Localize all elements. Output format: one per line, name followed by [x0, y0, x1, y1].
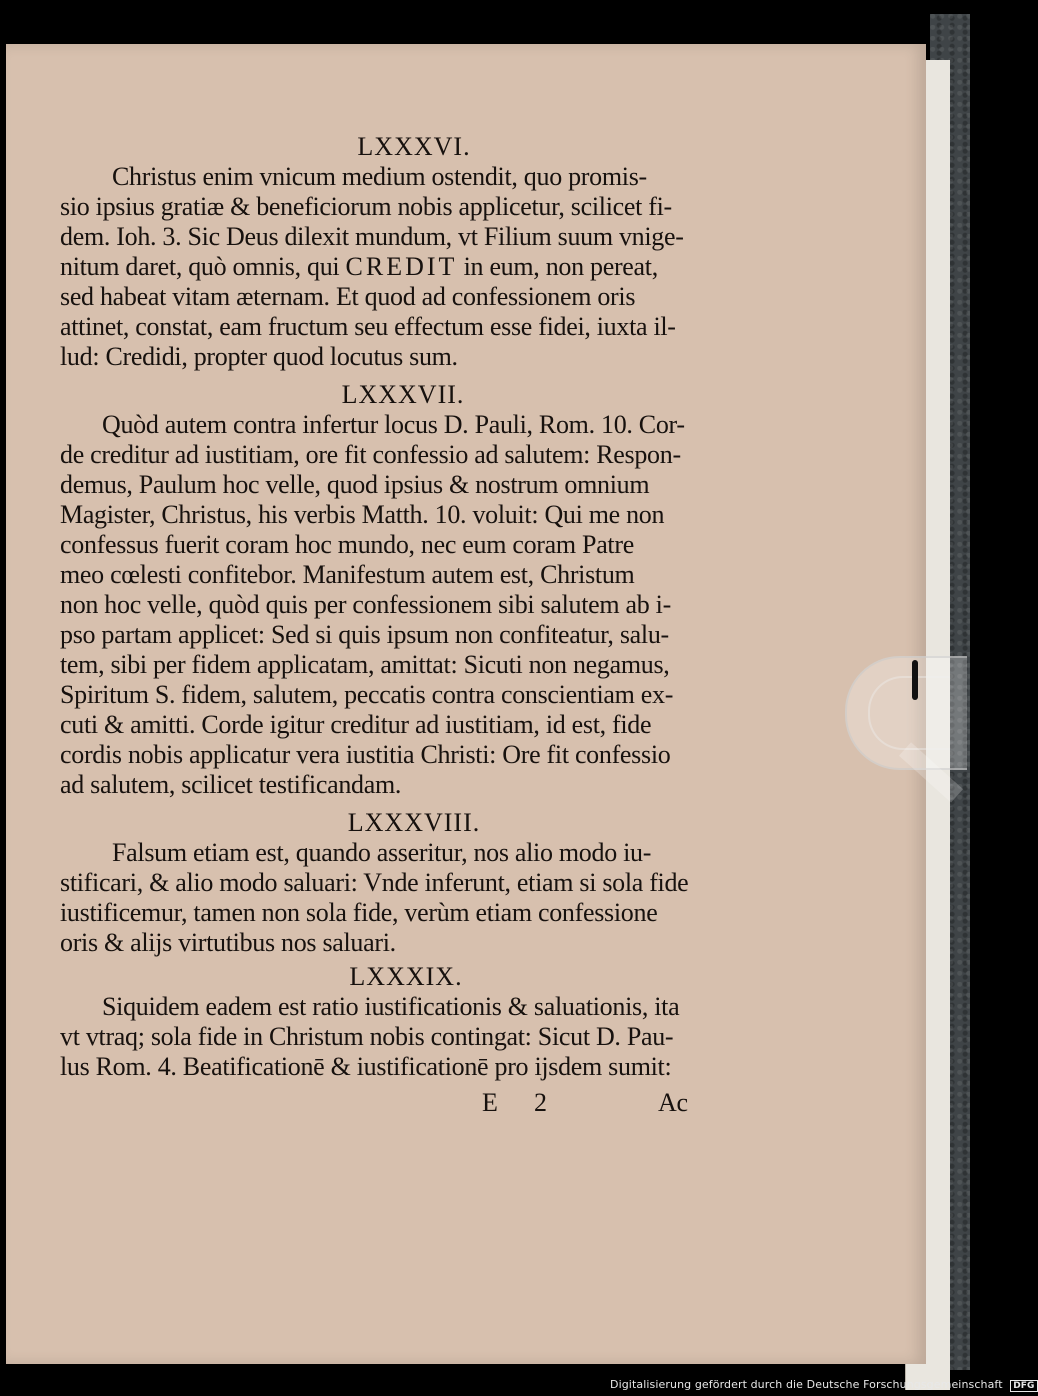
section-heading: LXXXVIII.	[347, 808, 481, 837]
text-line: Christus enim vnicum medium ostendit, quo promis-	[112, 162, 647, 191]
text-line: lus Rom. 4. Beatificationē & iustificationē pro ijsdem sumit:	[60, 1052, 672, 1081]
text-line: meo cœlesti confitebor. Manifestum autem est, Christum	[60, 560, 635, 589]
section-heading: LXXXVII.	[341, 380, 465, 409]
book-page	[6, 44, 926, 1364]
text-line: iustificemur, tamen non sola fide, verùm etiam confessione	[60, 898, 658, 927]
dfg-logo-icon: DFG	[1010, 1380, 1037, 1392]
text-line: lud: Credidi, propter quod locutus sum.	[60, 342, 458, 371]
text-line: cuti & amitti. Corde igitur creditur ad iustitiam, id est, fide	[60, 710, 652, 739]
text-fragment: nitum daret, quò omnis, qui	[60, 252, 346, 281]
footer-credit	[610, 1378, 1038, 1392]
signature-number: 2	[534, 1088, 547, 1117]
text-line: Spiritum S. fidem, salutem, peccatis contra conscientiam ex-	[60, 680, 674, 709]
footer-text: Digitalisierung gefördert durch die Deutsche Forschungsgemeinschaft	[610, 1378, 1003, 1391]
paper-clip-bar	[912, 660, 918, 700]
text-line: dem. Ioh. 3. Sic Deus dilexit mundum, vt Filium suum vnige-	[60, 222, 684, 251]
text-line: pso partam applicet: Sed si quis ipsum non confiteatur, salu-	[60, 620, 669, 649]
emphasis-word: CREDIT	[345, 252, 458, 281]
text-line: sed habeat vitam æternam. Et quod ad confessionem oris	[60, 282, 636, 311]
text-line: Siquidem eadem est ratio iustificationis & saluationis, ita	[102, 992, 680, 1021]
text-line: stificari, & alio modo saluari: Vnde inferunt, etiam si sola fide	[60, 868, 689, 897]
text-fragment: in eum, non pereat,	[457, 252, 658, 281]
text-block	[60, 132, 728, 1118]
text-line: oris & alijs virtutibus nos saluari.	[60, 928, 396, 957]
text-line: demus, Paulum hoc velle, quod ipsius & nostrum omnium	[60, 470, 650, 499]
text-line: Quòd autem contra infertur locus D. Pauli, Rom. 10. Cor-	[102, 410, 685, 439]
text-line: vt vtraq; sola fide in Christum nobis contingat: Sicut D. Pau-	[60, 1022, 674, 1051]
text-line: Magister, Christus, his verbis Matth. 10. voluit: Qui me non	[60, 500, 665, 529]
text-line	[60, 252, 728, 282]
text-line: cordis nobis applicatur vera iustitia Christi: Ore fit confessio	[60, 740, 671, 769]
text-line: de creditur ad iustitiam, ore fit confessio ad salutem: Respon-	[60, 440, 681, 469]
paper-clip-inner	[868, 676, 950, 750]
text-line: ad salutem, scilicet testificandam.	[60, 770, 402, 799]
text-line: sio ipsius gratiæ & beneficiorum nobis applicetur, scilicet fi-	[60, 192, 672, 221]
catchword: Ac	[658, 1088, 688, 1117]
text-line: attinet, constat, eam fructum seu effectum esse fidei, iuxta il-	[60, 312, 676, 341]
section-heading: LXXXVI.	[357, 132, 471, 161]
signature-line	[60, 1088, 728, 1118]
signature-mark: E	[482, 1088, 498, 1117]
text-line: tem, sibi per fidem applicatam, amittat: Sicuti non negamus,	[60, 650, 670, 679]
text-line: Falsum etiam est, quando asseritur, nos alio modo iu-	[112, 838, 652, 867]
text-line: confessus fuerit coram hoc mundo, nec eum coram Patre	[60, 530, 634, 559]
section-heading: LXXXIX.	[349, 962, 463, 991]
text-line: non hoc velle, quòd quis per confessionem sibi salutem ab i-	[60, 590, 671, 619]
